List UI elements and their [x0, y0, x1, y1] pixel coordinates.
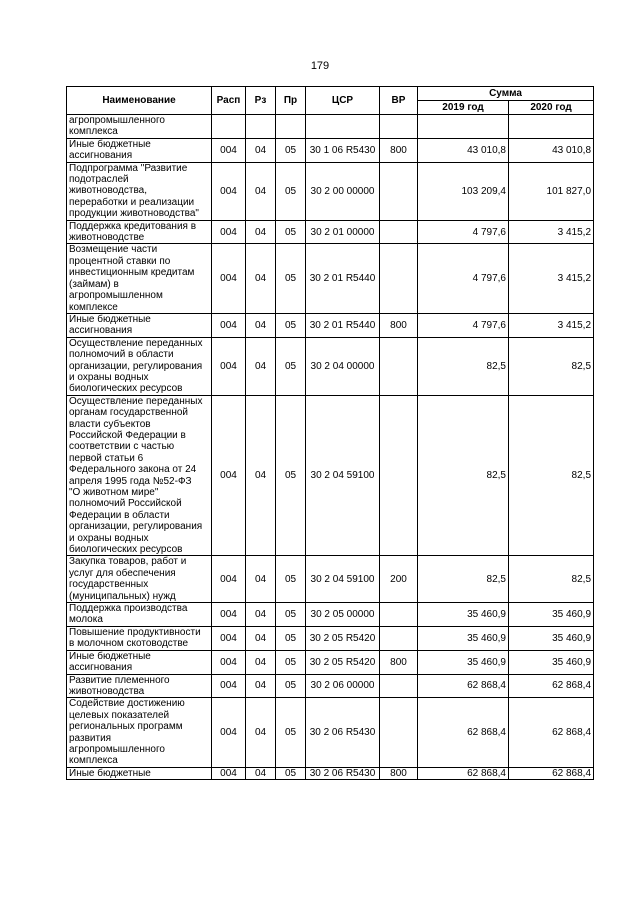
cell-rasp: 004: [212, 698, 246, 767]
cell-sum-2020: [509, 115, 594, 139]
cell-vr: [380, 395, 418, 556]
cell-sum-2019: 4 797,6: [418, 220, 509, 244]
cell-csr: 30 2 05 00000: [306, 603, 380, 627]
cell-csr: 30 2 06 R5430: [306, 767, 380, 779]
table-row: [67, 220, 594, 244]
cell-pr: 05: [276, 220, 306, 244]
cell-vr: 800: [380, 138, 418, 162]
cell-sum-2020: 62 868,4: [509, 767, 594, 779]
cell-pr: 05: [276, 244, 306, 313]
cell-name: Поддержка производства молока: [67, 603, 212, 627]
cell-pr: 05: [276, 313, 306, 337]
table-row: [67, 626, 594, 650]
cell-rasp: 004: [212, 674, 246, 698]
cell-csr: [306, 115, 380, 139]
cell-rasp: 004: [212, 603, 246, 627]
cell-rasp: [212, 115, 246, 139]
cell-name: Осуществление переданных органам государственной власти субъектов Российской Федерации в соответствии с частью первой статьи 6 Федерального закона от 24 апреля 1995 года №52-ФЗ "О животном мире" полномочий Российской Федерации в области организации, регулирования и охраны водных биологических ресурсов: [67, 395, 212, 556]
cell-pr: 05: [276, 674, 306, 698]
cell-sum-2019: 82,5: [418, 395, 509, 556]
table-row: [67, 138, 594, 162]
page-number: 179: [310, 60, 330, 72]
cell-name: агропромышленного комплекса: [67, 115, 212, 139]
cell-csr: 30 2 01 00000: [306, 220, 380, 244]
table-row: [67, 244, 594, 313]
budget-table: [66, 86, 594, 780]
cell-sum-2020: 3 415,2: [509, 244, 594, 313]
cell-rz: 04: [246, 162, 276, 220]
cell-csr: 30 2 04 00000: [306, 337, 380, 395]
cell-vr: 200: [380, 556, 418, 603]
cell-vr: [380, 698, 418, 767]
cell-sum-2020: 62 868,4: [509, 698, 594, 767]
cell-sum-2020: 35 460,9: [509, 603, 594, 627]
cell-rz: 04: [246, 698, 276, 767]
cell-vr: 800: [380, 313, 418, 337]
cell-rz: 04: [246, 244, 276, 313]
cell-csr: 30 2 05 R5420: [306, 626, 380, 650]
cell-name: Развитие племенного животноводства: [67, 674, 212, 698]
cell-name: Повышение продуктивности в молочном скотоводстве: [67, 626, 212, 650]
cell-rz: 04: [246, 313, 276, 337]
cell-sum-2020: 101 827,0: [509, 162, 594, 220]
cell-rasp: 004: [212, 650, 246, 674]
header-rasp: Расп: [212, 87, 246, 115]
header-pr: Пр: [276, 87, 306, 115]
table-row: [67, 556, 594, 603]
cell-sum-2020: 35 460,9: [509, 650, 594, 674]
cell-sum-2019: 82,5: [418, 337, 509, 395]
cell-name: Осуществление переданных полномочий в области организации, регулирования и охраны водных биологических ресурсов: [67, 337, 212, 395]
cell-name: Иные бюджетные ассигнования: [67, 650, 212, 674]
cell-sum-2019: 4 797,6: [418, 244, 509, 313]
cell-vr: [380, 220, 418, 244]
cell-name: Иные бюджетные ассигнования: [67, 313, 212, 337]
cell-sum-2019: 35 460,9: [418, 626, 509, 650]
cell-rz: 04: [246, 220, 276, 244]
cell-pr: 05: [276, 767, 306, 779]
cell-csr: 30 1 06 R5430: [306, 138, 380, 162]
cell-rz: 04: [246, 626, 276, 650]
cell-sum-2019: 4 797,6: [418, 313, 509, 337]
table-row: [67, 698, 594, 767]
cell-rz: 04: [246, 556, 276, 603]
cell-rasp: 004: [212, 313, 246, 337]
cell-rasp: 004: [212, 138, 246, 162]
cell-vr: [380, 674, 418, 698]
cell-name: Поддержка кредитования в животноводстве: [67, 220, 212, 244]
cell-vr: [380, 603, 418, 627]
cell-pr: 05: [276, 337, 306, 395]
cell-csr: 30 2 06 R5430: [306, 698, 380, 767]
cell-rz: 04: [246, 674, 276, 698]
cell-sum-2019: 82,5: [418, 556, 509, 603]
cell-sum-2020: 3 415,2: [509, 313, 594, 337]
cell-rz: 04: [246, 138, 276, 162]
cell-csr: 30 2 06 00000: [306, 674, 380, 698]
cell-sum-2020: 43 010,8: [509, 138, 594, 162]
cell-rz: 04: [246, 650, 276, 674]
cell-name: Возмещение части процентной ставки по инвестиционным кредитам (займам) в агропромышленном комплексе: [67, 244, 212, 313]
header-year-2019: 2019 год: [418, 101, 509, 115]
cell-vr: [380, 626, 418, 650]
cell-vr: [380, 244, 418, 313]
cell-name: Иные бюджетные ассигнования: [67, 138, 212, 162]
cell-rasp: 004: [212, 767, 246, 779]
table-row: [67, 162, 594, 220]
cell-vr: [380, 162, 418, 220]
table-row: [67, 650, 594, 674]
cell-csr: 30 2 04 59100: [306, 395, 380, 556]
cell-csr: 30 2 05 R5420: [306, 650, 380, 674]
cell-sum-2019: 62 868,4: [418, 698, 509, 767]
cell-csr: 30 2 01 R5440: [306, 313, 380, 337]
table-row: [67, 115, 594, 139]
cell-rasp: 004: [212, 395, 246, 556]
table-row: [67, 603, 594, 627]
cell-csr: 30 2 04 59100: [306, 556, 380, 603]
cell-pr: 05: [276, 650, 306, 674]
cell-name: Содействие достижению целевых показателей региональных программ развития агропромышленного комплекса: [67, 698, 212, 767]
cell-rasp: 004: [212, 337, 246, 395]
cell-rasp: 004: [212, 220, 246, 244]
cell-rz: 04: [246, 767, 276, 779]
cell-csr: 30 2 01 R5440: [306, 244, 380, 313]
table-row: [67, 767, 594, 779]
cell-rasp: 004: [212, 626, 246, 650]
cell-sum-2019: 43 010,8: [418, 138, 509, 162]
header-sum: Сумма: [418, 87, 594, 101]
cell-name: Иные бюджетные: [67, 767, 212, 779]
cell-sum-2019: 62 868,4: [418, 674, 509, 698]
cell-rz: 04: [246, 337, 276, 395]
table-row: [67, 337, 594, 395]
cell-vr: 800: [380, 650, 418, 674]
table-row: [67, 313, 594, 337]
table-row: [67, 395, 594, 556]
cell-rasp: 004: [212, 244, 246, 313]
cell-rasp: 004: [212, 556, 246, 603]
cell-pr: 05: [276, 138, 306, 162]
header-vr: ВР: [380, 87, 418, 115]
cell-rz: 04: [246, 395, 276, 556]
cell-name: Закупка товаров, работ и услуг для обеспечения государственных (муниципальных) нужд: [67, 556, 212, 603]
cell-sum-2020: 3 415,2: [509, 220, 594, 244]
cell-rz: [246, 115, 276, 139]
cell-sum-2019: [418, 115, 509, 139]
cell-pr: 05: [276, 395, 306, 556]
cell-rasp: 004: [212, 162, 246, 220]
cell-sum-2019: 35 460,9: [418, 650, 509, 674]
cell-sum-2020: 62 868,4: [509, 674, 594, 698]
cell-pr: 05: [276, 626, 306, 650]
table-row: [67, 674, 594, 698]
header-rz: Рз: [246, 87, 276, 115]
cell-sum-2020: 35 460,9: [509, 626, 594, 650]
cell-csr: 30 2 00 00000: [306, 162, 380, 220]
cell-rz: 04: [246, 603, 276, 627]
cell-vr: [380, 337, 418, 395]
cell-sum-2019: 103 209,4: [418, 162, 509, 220]
cell-sum-2019: 35 460,9: [418, 603, 509, 627]
cell-vr: [380, 115, 418, 139]
header-name: Наименование: [67, 87, 212, 115]
cell-name: Подпрограмма "Развитие подотраслей животноводства, переработки и реализации продукции животноводства": [67, 162, 212, 220]
cell-sum-2020: 82,5: [509, 556, 594, 603]
cell-sum-2019: 62 868,4: [418, 767, 509, 779]
header-csr: ЦСР: [306, 87, 380, 115]
cell-pr: 05: [276, 603, 306, 627]
cell-pr: 05: [276, 698, 306, 767]
cell-vr: 800: [380, 767, 418, 779]
cell-pr: 05: [276, 162, 306, 220]
cell-pr: 05: [276, 556, 306, 603]
header-year-2020: 2020 год: [509, 101, 594, 115]
cell-sum-2020: 82,5: [509, 337, 594, 395]
cell-sum-2020: 82,5: [509, 395, 594, 556]
cell-pr: [276, 115, 306, 139]
